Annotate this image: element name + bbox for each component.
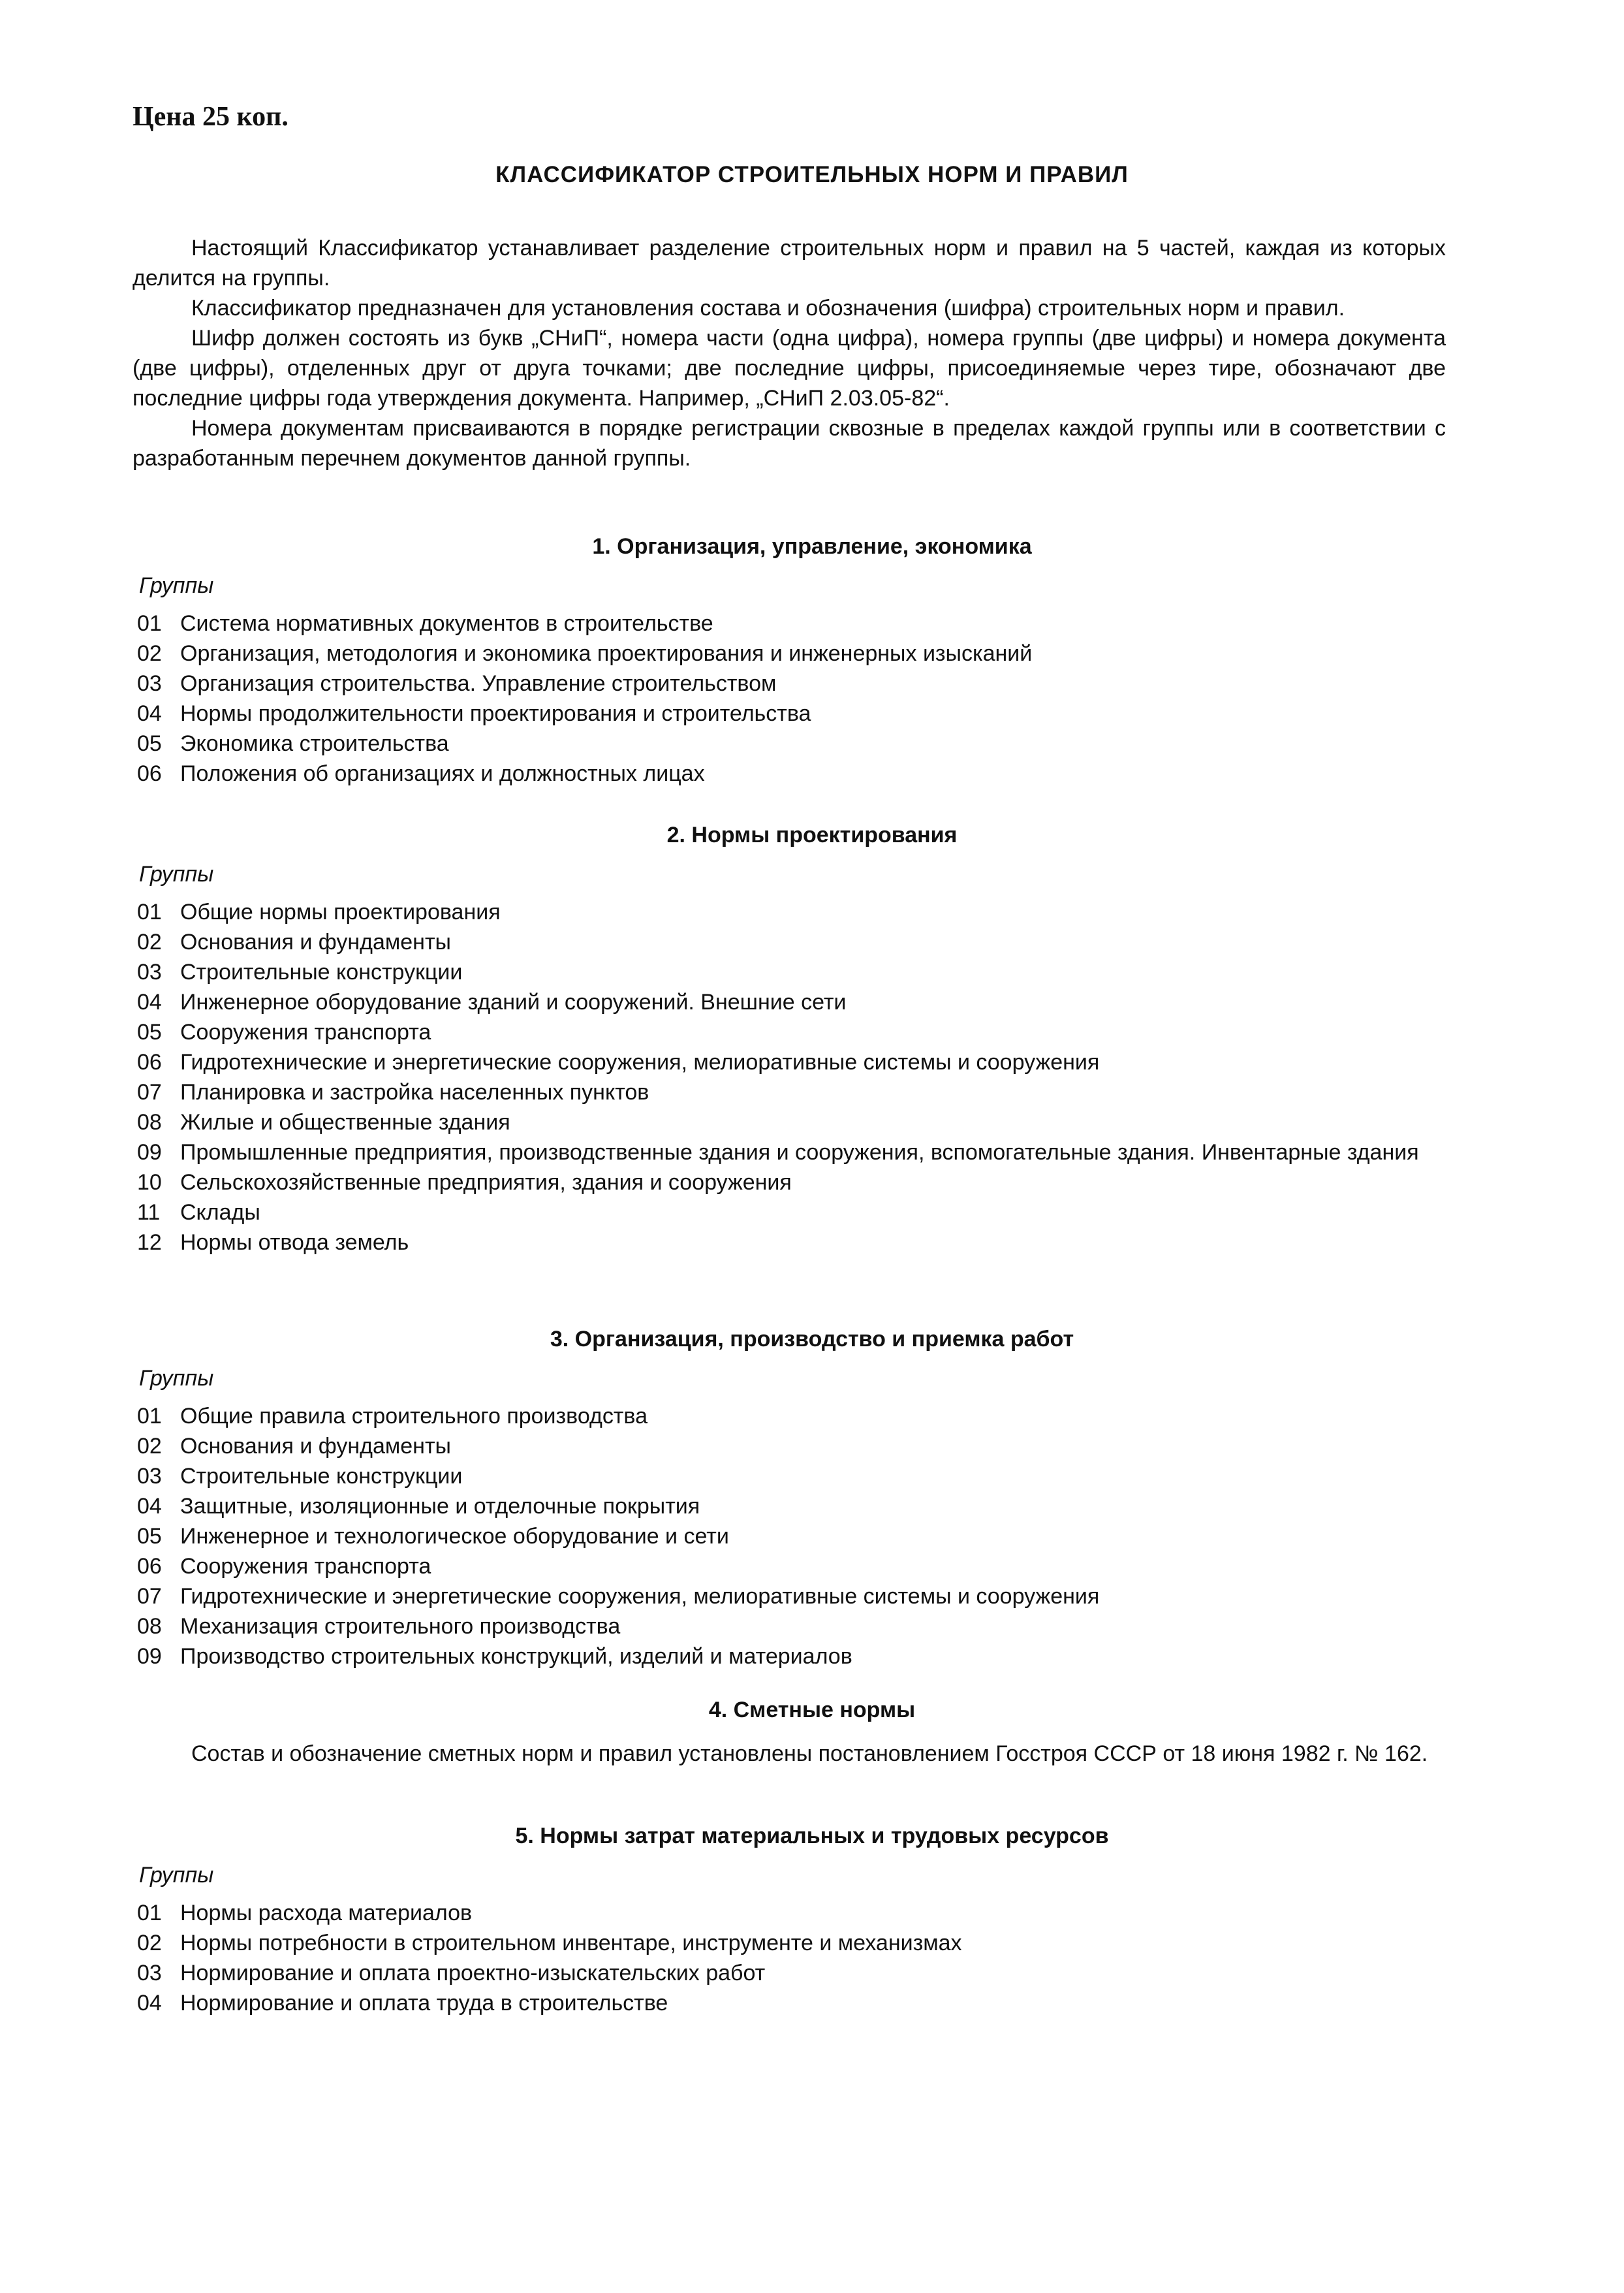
intro-paragraph: Классификатор предназначен для установления состава и обозначения (шифра) строительных норм и правил. [191,296,1345,321]
list-item [137,1461,1443,1491]
intro-text [133,233,1446,473]
group-code: 11 [137,1200,161,1225]
group-code: 08 [137,1110,162,1135]
list-item [137,1521,1443,1551]
groups-label: Группы [139,862,214,887]
groups-label: Группы [139,573,214,598]
list-item [137,1581,1443,1611]
group-code: 06 [137,1050,162,1075]
list-item [137,1988,1443,2018]
group-title: Склады [180,1200,260,1225]
group-code: 01 [137,1901,162,1925]
group-code: 04 [137,1494,162,1519]
list-item [137,729,1443,759]
section-heading: 1. Организация, управление, экономика [592,534,1032,559]
group-title: Защитные, изоляционные и отделочные покрытия [180,1494,700,1519]
group-code: 09 [137,1644,162,1669]
document-title: КЛАССИФИКАТОР СТРОИТЕЛЬНЫХ НОРМ И ПРАВИЛ [495,162,1129,187]
list-item [137,1551,1443,1581]
group-code: 01 [137,900,162,925]
group-title: Строительные конструкции [180,1464,463,1489]
group-title: Гидротехнические и энергетические сооружения, мелиоративные системы и сооружения [180,1050,1100,1075]
list-item [137,1958,1443,1988]
group-title: Сооружения транспорта [180,1554,431,1579]
list-item [137,1641,1443,1671]
group-title: Нормы расхода материалов [180,1901,473,1925]
group-title: Сооружения транспорта [180,1020,431,1045]
group-code: 03 [137,960,162,985]
group-list [137,1401,1443,1671]
group-title: Организация строительства. Управление строительством [180,671,777,696]
section-heading: 3. Организация, производство и приемка работ [550,1327,1074,1352]
group-list [137,897,1443,1257]
group-title: Жилые и общественные здания [180,1110,510,1135]
section-heading: 4. Сметные нормы [708,1698,916,1722]
group-title: Нормирование и оплата труда в строительстве [180,1991,668,2016]
group-code: 07 [137,1080,162,1105]
group-title: Нормирование и оплата проектно-изыскательских работ [180,1961,766,1985]
group-code: 03 [137,1464,162,1489]
list-item [137,1137,1443,1167]
list-item [137,1047,1443,1077]
group-list [137,609,1443,789]
group-code: 06 [137,761,162,786]
group-title: Организация, методология и экономика проектирования и инженерных изысканий [180,641,1033,666]
group-title: Положения об организациях и должностных лицах [180,761,705,786]
group-code: 02 [137,930,162,955]
list-item [137,759,1443,789]
group-title: Планировка и застройка населенных пунктов [180,1080,649,1105]
intro-paragraph: Настоящий Классификатор устанавливает разделение строительных норм и правил на 5 частей, каждая из которых делится на группы. [133,236,1446,291]
list-item [137,1107,1443,1137]
list-item [137,699,1443,729]
group-title: Механизация строительного производства [180,1614,621,1639]
list-item [137,1898,1443,1928]
group-code: 03 [137,671,162,696]
group-title: Инженерное и технологическое оборудование и сети [180,1524,729,1549]
list-item [137,1197,1443,1227]
list-item [137,1611,1443,1641]
group-code: 02 [137,1931,162,1955]
list-item [137,1227,1443,1257]
group-code: 10 [137,1170,162,1195]
group-code: 07 [137,1584,162,1609]
list-item [137,987,1443,1017]
list-item [137,609,1443,639]
groups-label: Группы [139,1366,214,1391]
intro-paragraph: Шифр должен состоять из букв „СНиП“, номера части (одна цифра), номера группы (две цифры) и номера документа (две цифры), отделенных друг от друга точками; две последние цифры, присоединяемые через тире, обозначают две последние цифры года утверждения документа. Например, „СНиП 2.03.05-82“. [133,326,1446,411]
group-title: Инженерное оборудование зданий и сооружений. Внешние сети [180,990,847,1015]
section-paragraph: Состав и обозначение сметных норм и правил установлены постановлением Госстроя СССР от 18 июня 1982 г. № 162. [191,1741,1428,1766]
group-title: Основания и фундаменты [180,930,451,955]
group-title: Сельскохозяйственные предприятия, здания и сооружения [180,1170,792,1195]
group-title: Строительные конструкции [180,960,463,985]
list-item [137,639,1443,669]
group-title: Система нормативных документов в строительстве [180,611,713,636]
list-item [137,897,1443,927]
group-title: Экономика строительства [180,731,449,756]
group-title: Промышленные предприятия, производственные здания и сооружения, вспомогательные здания. Инвентарные здания [180,1140,1419,1165]
group-code: 02 [137,1434,162,1459]
group-title: Нормы потребности в строительном инвентаре, инструменте и механизмах [180,1931,962,1955]
group-code: 06 [137,1554,162,1579]
group-code: 01 [137,1404,162,1429]
group-code: 04 [137,990,162,1015]
group-code: 03 [137,1961,162,1985]
list-item [137,1431,1443,1461]
list-item [137,927,1443,957]
intro-paragraph: Номера документам присваиваются в порядке регистрации сквозные в пределах каждой группы или в соответствии с разработанным перечнем документов данной группы. [133,416,1446,471]
group-code: 04 [137,701,162,726]
section-heading: 2. Нормы проектирования [666,823,958,847]
list-item [137,1017,1443,1047]
list-item [137,1928,1443,1958]
group-code: 01 [137,611,162,636]
group-code: 05 [137,731,162,756]
group-title: Производство строительных конструкций, изделий и материалов [180,1644,852,1669]
group-title: Основания и фундаменты [180,1434,451,1459]
group-list [137,1898,1443,2018]
group-code: 04 [137,1991,162,2016]
group-code: 05 [137,1524,162,1549]
section-heading: 5. Нормы затрат материальных и трудовых ресурсов [515,1824,1109,1848]
group-title: Общие нормы проектирования [180,900,501,925]
list-item [137,1491,1443,1521]
group-code: 09 [137,1140,162,1165]
price-label: Цена 25 коп. [133,102,289,132]
group-title: Нормы отвода земель [180,1230,409,1255]
list-item [137,1077,1443,1107]
group-title: Нормы продолжительности проектирования и строительства [180,701,811,726]
group-code: 02 [137,641,162,666]
list-item [137,1167,1443,1197]
group-code: 05 [137,1020,162,1045]
group-title: Гидротехнические и энергетические сооружения, мелиоративные системы и сооружения [180,1584,1100,1609]
list-item [137,1401,1443,1431]
group-title: Общие правила строительного производства [180,1404,648,1429]
group-code: 12 [137,1230,162,1255]
group-code: 08 [137,1614,162,1639]
groups-label: Группы [139,1863,214,1888]
list-item [137,669,1443,699]
list-item [137,957,1443,987]
